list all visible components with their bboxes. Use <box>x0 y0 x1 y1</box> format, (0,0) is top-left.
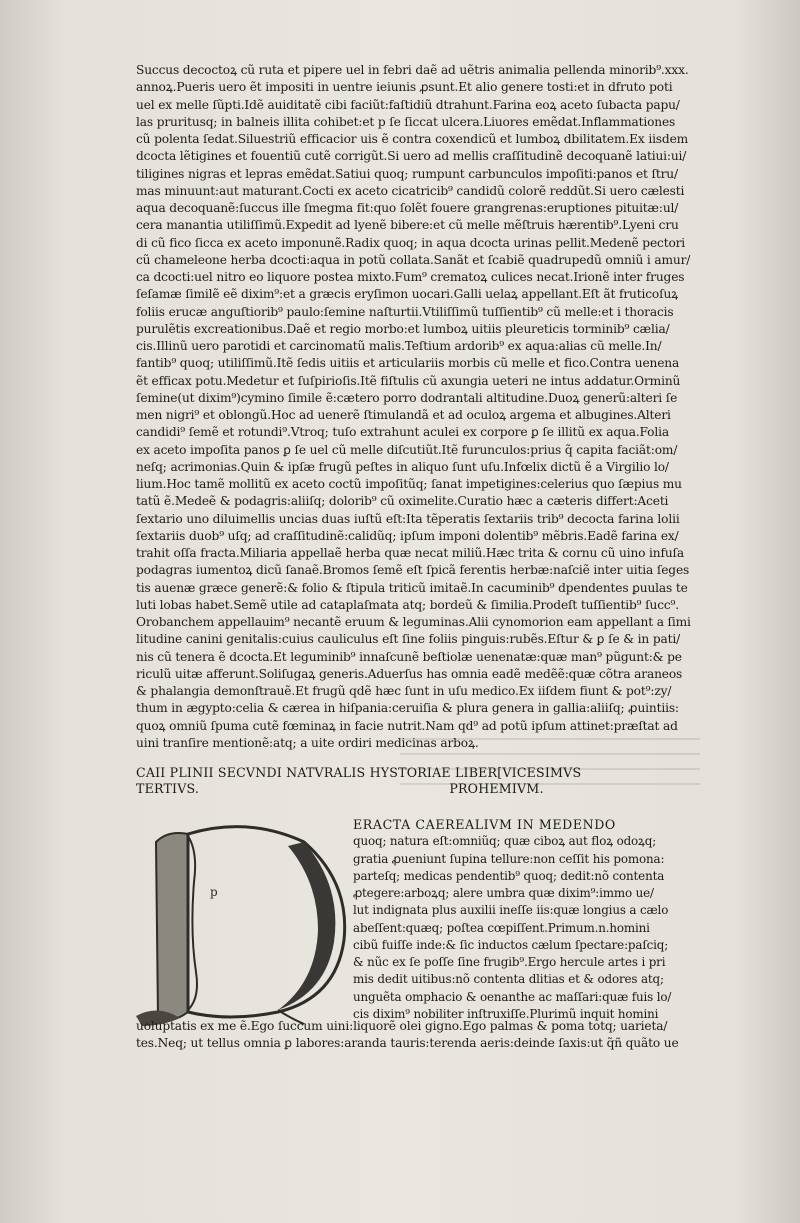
text-line: fantib⁹ quoq; utiliſſimũ.Itẽ ſedis uitiis et articulariis morbis cũ melle et fico.Contra uenena <box>136 356 680 371</box>
text-line: cis.Illinũ uero parotidi et carcinomatũ malis.Teſtium ardorib⁹ ex aqua:alias cũ melle.In/ <box>136 339 662 353</box>
text-line: lium.Hoc tamẽ mollitũ ex aceto coctũ impoſitũq; ſanat impetigines:celerius quo ſæpius mu <box>136 477 682 491</box>
text-line: uel ex melle ſũpti.Idẽ auiditatẽ cibi faciũt:faſtidiũ dtrahunt.Farina eoꝝ aceto ſubacta papu/ <box>136 97 680 112</box>
chapter-text-line: parteſq; medicas pendentib⁹ quoq; dedit:nõ contenta <box>353 868 665 883</box>
guide-letter: p <box>210 885 218 899</box>
book-heading-block <box>136 765 698 797</box>
decorated-initial-p <box>128 812 356 1032</box>
chapter-text-line: abeſſent:quæq; poſtea cœpiſſent.Primum.n.homini <box>353 920 650 935</box>
text-line: quoꝝ omniũ ſpuma cutẽ fœminaꝝ in facie nutrit.Nam qd⁹ ad potũ ipſum attinet:præſtat ad <box>136 718 678 733</box>
text-line: riculũ uitæ afferunt.Soliſugaꝝ generis.Aduerſus has omnia eadẽ medẽẽ:quæ cõtra araneos <box>136 666 683 681</box>
text-line: ſextario uno diluimellis uncias duas iuſtũ eſt:Ita tẽperatis ſextariis trib⁹ decocta farina lolii <box>136 511 680 526</box>
text-line: men nigri⁹ et oblongũ.Hoc ad uenerẽ ſtimulandã et ad oculoꝝ argema et albugines.Alteri <box>136 408 671 422</box>
chapter-text-line: cis dixim⁹ nobiliter inſtruxiſſe.Plurimũ inquit homini <box>353 1006 659 1021</box>
text-line: trahit oſſa fracta.Miliaria appellaẽ herba quæ necat miliũ.Hæc trita & cornu cũ uino infuſa <box>136 546 685 560</box>
text-line: tiligines nigras et lepras emẽdat.Satiui quoq; rumpunt carbunculos impoſiti:panos et ſtru/ <box>136 166 678 181</box>
chapter-text-line: & nũc ex ſe poſſe ſine frugib⁹.Ergo hercule artes i pri <box>353 955 666 969</box>
text-line: tis auenæ græce generẽ:& folio & ſtipula triticũ imitaẽ.In cacuminib⁹ dpendentes ꝑuulas te <box>136 580 688 595</box>
chapter-text-line: lut indignata plus auxilii ineſſe iis:quæ longius a cælo <box>353 903 669 918</box>
text-line: ca dcocti:uel nitro eo liquore postea mixto.Fum⁹ crematoꝝ culices necat.Irionẽ inter fruges <box>136 270 685 284</box>
chapter-text-line: ꝓtegere:arboꝝq; alere umbra quæ dixim⁹:immo ue/ <box>353 886 654 900</box>
text-line: ſextariis duob⁹ uſq; ad craſſitudinẽ:calidũq; ipſum imponi dolentib⁹ mẽbris.Eadẽ farina ex/ <box>136 528 679 543</box>
main-text-block <box>136 62 698 752</box>
text-line: ſemine(ut dixim⁹)cymino ſimile ẽ:cætero porro dodrantali altitudine.Duoꝝ generũ:alteri ſe <box>136 390 678 405</box>
text-line: ex aceto impoſita panos ꝑ ſe uel cũ melle diſcutiũt.Itẽ furunculos:prius q̃ capita faciãt:om/ <box>136 442 678 457</box>
chapter-text-line: tes.Neq; ut tellus omnia ꝑ labores:aranda tauris:terenda aeris:deinde ſaxis:ut q̃ñ quãto ue <box>136 1036 679 1051</box>
chapter-text-line: gratia ꝓueniunt ſupina tellure:non ceſſit his pomona: <box>353 851 665 866</box>
chapter-text-line: ERACTA CAEREALIVM IN MEDENDO <box>353 817 616 832</box>
text-line: podagras iumentoꝝ dicũ ſanaẽ.Bromos ſemẽ eſt ſpicã ferentis herbæ:naſciẽ inter uitia ſeges <box>136 563 690 578</box>
text-line: cũ chameleone herba dcocti:aqua in potũ collata.Sanãt et ſcabiẽ quadrupedũ omniũ i amur/ <box>136 252 691 267</box>
text-line: dcocta lẽtigines et fouentiũ cutẽ corrigũt.Si uero ad mellis craſſitudinẽ decoquanẽ latiui:ui/ <box>136 149 687 164</box>
prohemium-heading: PROHEMIVM. <box>449 781 544 796</box>
text-line: purulẽtis excreationibus.Daẽ et regio morbo:et lumboꝝ uitiis pleureticis torminib⁹ cælia/ <box>136 321 670 336</box>
text-line: thum in ægypto:celia & cærea in hiſpania:ceruiſia & plura genera in gallia:aliiſq; ꝓuintiis: <box>136 701 679 716</box>
chapter-continuation-text <box>136 1018 698 1053</box>
text-line: tatũ ẽ.Medeẽ & podagris:aliiſq; dolorib⁹ cũ oximelite.Curatio hæc a cæteris differt:Aceti <box>136 494 669 509</box>
text-line: mas minuunt:aut maturant.Cocti ex aceto cicatricib⁹ candidũ colorẽ reddũt.Si uero cælesti <box>136 183 685 198</box>
chapter-opening-text <box>353 816 699 1023</box>
chapter-text-line: quoq; natura eſt:omniũq; quæ ciboꝝ aut floꝝ odoꝝq; <box>353 834 657 849</box>
text-line: litudine canini genitalis:cuius cauliculus eſt ſine foliis pinguis:rubẽs.Eſtur & ꝑ ſe & in pati/ <box>136 632 681 647</box>
text-line: luti lobas habet.Semẽ utile ad cataplaſmata atq; bordeũ & ſimilia.Prodeſt tuſſientib⁹ ſucc⁹. <box>136 597 680 612</box>
book-heading-tertius: TERTIVS. <box>136 781 200 796</box>
chapter-text-line: cibũ fuiſſe inde:& ſic inductos cælum ſpectare:paſciq; <box>353 937 669 952</box>
text-line: neſq; acrimonias.Quin & ipſæ frugũ peſtes in aliquo ſunt uſu.Infœlix dictũ ẽ a Virgilio lo/ <box>136 459 669 474</box>
text-line: Orobanchem appellauim⁹ necantẽ eruum & leguminas.Alii cynomorion eam appellant a ſimi <box>136 615 691 629</box>
text-line: las pruritusq; in balneis illita cohibet:et p ſe ſiccat ulcera.Liuores emẽdat.Inflammationes <box>136 114 676 129</box>
text-line: di cũ fico ſicca ex aceto imponunẽ.Radix quoq; in aqua dcocta urinas pellit.Medenẽ pectori <box>136 235 686 250</box>
chapter-text-line: unguẽta omphacio & oenanthe ac maſſari:quæ fuis lo/ <box>353 989 672 1004</box>
chapter-text-line: uoluptatis ex me ẽ.Ego ſuccum uini:liquorẽ olei gigno.Ego palmas & poma totq; uarieta/ <box>136 1019 668 1033</box>
text-line: ſeſamæ ſimilẽ eẽ dixim⁹:et a græcis eryſimon uocari.Galli uelaꝝ appellant.Eſt ãt fruticoſuꝝ <box>136 287 679 302</box>
text-line: aqua decoquanẽ:ſuccus ille ſmegma fit:quo ſolẽt fouere grangrenas:eruptiones pituitæ:ul/ <box>136 201 679 215</box>
text-line: & phalangia demonſtrauẽ.Et frugũ qdẽ hæc ſunt in uſu medico.Ex iiſdem fiunt & pot⁹:zy/ <box>136 684 672 698</box>
text-line: cũ polenta ſedat.Siluestriũ efficacior uis ẽ contra coxendicũ et lumboꝝ dbilitatem.Ex iisdem <box>136 132 689 146</box>
book-heading: CAII PLINII SECVNDI NATVRALIS HYSTORIAE LIBER[VICESIMVS <box>136 765 582 780</box>
text-line: candidi⁹ ſemẽ et rotundi⁹.Vtroq; tuſo extrahunt aculei ex corpore ꝑ ſe illitũ ex aqua.Folia <box>136 425 669 440</box>
text-line: uini tranſire mentionẽ:atq; a uite ordiri medicinas arboꝝ. <box>136 735 479 750</box>
text-line: Succus decoctoꝝ cũ ruta et pipere uel in febri daẽ ad uẽtris animalia pellenda minorib⁹.xxx. <box>136 63 689 77</box>
text-line: cera manantia utiliſſimũ.Expedit ad lyenẽ bibere:et cũ melle mẽſtruis hærentib⁹.Lyeni cru <box>136 218 679 233</box>
text-line: foliis erucæ anguſtiorib⁹ paulo:ſemine naſturtii.Vtiliſſimũ tuſſientib⁹ cũ melle:et i thoracis <box>136 304 674 319</box>
text-line: ẽt efficax potu.Medetur et ſuſpirioſis.Itẽ fiſtulis cũ axungia ueteri ne intus addatur.Orminũ <box>136 373 681 388</box>
text-line: nis cũ tenera ẽ dcocta.Et leguminib⁹ innaſcunẽ beſtiolæ uenenatæ:quæ man⁹ pũgunt:& pe <box>136 649 682 664</box>
book-heading-line-2 <box>136 781 698 797</box>
text-line: annoꝝ.Pueris uero ẽt impositi in uentre ieiunis ꝓsunt.Et alio genere tosti:et in dfruto poti <box>136 80 673 95</box>
chapter-text-line: mis dedit uitibus:nõ contenta dlitias et & odores atq; <box>353 972 664 987</box>
